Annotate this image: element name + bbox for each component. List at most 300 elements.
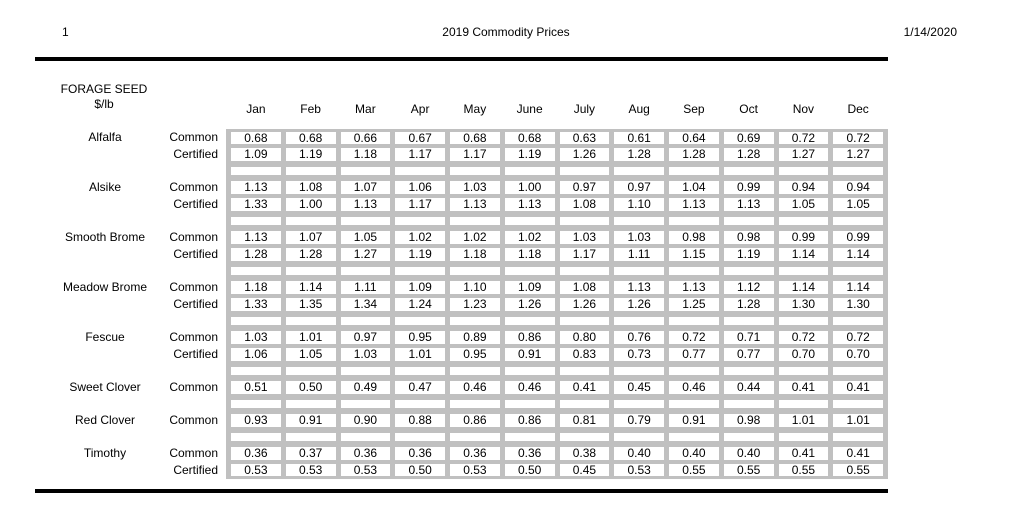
spacer-cell: [450, 167, 500, 175]
spacer-cell: [669, 317, 719, 325]
spacer-cell: [669, 400, 719, 408]
value-cell: 0.40: [724, 447, 774, 460]
type-label: Common: [169, 180, 218, 194]
value-cell: 1.17: [395, 148, 445, 161]
value-cell: 0.71: [724, 331, 774, 344]
value-cell: 0.70: [779, 348, 829, 361]
month-label: Aug: [628, 102, 650, 116]
spacer-cell: [560, 433, 610, 441]
value-cell: 0.90: [341, 414, 391, 427]
spacer-cell: [395, 400, 445, 408]
spacer-cell: [505, 217, 555, 225]
spacer-cell: [560, 400, 610, 408]
spacer-cell: [614, 317, 664, 325]
value-cell: 0.97: [560, 181, 610, 194]
table-row: [45, 329, 888, 346]
value-cell: 0.41: [560, 381, 610, 394]
value-cell: 1.28: [669, 148, 719, 161]
value-cell: 0.91: [286, 414, 336, 427]
spacer-cell: [450, 217, 500, 225]
value-cell: 1.15: [669, 248, 719, 261]
value-cell: 0.99: [779, 231, 829, 244]
row-cells: [226, 379, 888, 396]
value-cell: 1.05: [833, 198, 883, 211]
commodity-label: Alsike: [88, 180, 121, 194]
table-row: [45, 129, 888, 146]
value-cell: 1.13: [669, 198, 719, 211]
value-cell: 1.14: [833, 248, 883, 261]
spacer-cell: [779, 400, 829, 408]
month-header-row: [45, 101, 888, 117]
section-unit: $/lb: [94, 97, 114, 111]
table-row: [45, 379, 888, 396]
commodity-label: Timothy: [83, 446, 127, 460]
value-cell: 1.35: [286, 298, 336, 311]
value-cell: 1.02: [505, 231, 555, 244]
value-cell: 1.27: [833, 148, 883, 161]
spacer-cell: [450, 317, 500, 325]
value-cell: 0.44: [724, 381, 774, 394]
value-cell: 1.03: [341, 348, 391, 361]
value-cell: 0.46: [505, 381, 555, 394]
row-cells: [226, 279, 888, 296]
value-cell: 1.25: [669, 298, 719, 311]
value-cell: 0.94: [833, 181, 883, 194]
type-label: Common: [169, 280, 218, 294]
month-header-spacer: [45, 101, 226, 117]
value-cell: 1.26: [560, 148, 610, 161]
table-row: [45, 213, 888, 229]
value-cell: 0.91: [669, 414, 719, 427]
price-table: [45, 101, 888, 479]
spacer-cell: [724, 400, 774, 408]
table-row: [45, 412, 888, 429]
spacer-cell: [833, 267, 883, 275]
spacer-cell: [286, 217, 336, 225]
value-cell: 0.72: [669, 331, 719, 344]
row-cells: [226, 246, 888, 263]
value-cell: 0.86: [505, 414, 555, 427]
table-row: [45, 363, 888, 379]
spacer-cell: [286, 167, 336, 175]
spacer-cell: [779, 367, 829, 375]
spacer-cell: [833, 317, 883, 325]
value-cell: 1.08: [286, 181, 336, 194]
commodity-label: Smooth Brome: [64, 230, 146, 244]
value-cell: 1.05: [286, 348, 336, 361]
spacer-cell: [669, 433, 719, 441]
value-cell: 0.77: [669, 348, 719, 361]
type-label: [165, 429, 226, 445]
spacer-cell: [231, 167, 281, 175]
spacer-cell: [231, 433, 281, 441]
value-cell: 1.27: [341, 248, 391, 261]
spacer-cell: [341, 317, 391, 325]
value-cell: 1.26: [560, 298, 610, 311]
commodity-label: [45, 213, 165, 229]
value-cell: 1.28: [231, 248, 281, 261]
value-cell: 0.50: [395, 464, 445, 476]
type-label: [165, 396, 226, 412]
table-row: [45, 246, 888, 263]
row-cells: [226, 363, 888, 379]
value-cell: 0.50: [505, 464, 555, 476]
value-cell: 0.61: [614, 132, 664, 144]
table-row: [45, 163, 888, 179]
type-label: Common: [169, 446, 218, 460]
type-label: Certified: [173, 197, 218, 211]
value-cell: 1.18: [450, 248, 500, 261]
spacer-cell: [560, 167, 610, 175]
table-row: [45, 445, 888, 462]
type-label: Common: [169, 380, 218, 394]
commodity-label: [45, 429, 165, 445]
value-cell: 1.13: [669, 281, 719, 294]
value-cell: 0.73: [614, 348, 664, 361]
spacer-cell: [231, 367, 281, 375]
spacer-cell: [833, 217, 883, 225]
spacer-cell: [724, 267, 774, 275]
month-label: Nov: [792, 102, 815, 116]
value-cell: 1.11: [614, 248, 664, 261]
table-rows: [45, 129, 888, 479]
value-cell: 0.55: [833, 464, 883, 476]
spacer-cell: [560, 367, 610, 375]
table-row: [45, 346, 888, 363]
value-cell: 1.01: [286, 331, 336, 344]
spacer-cell: [341, 400, 391, 408]
spacer-cell: [395, 317, 445, 325]
value-cell: 1.23: [450, 298, 500, 311]
spacer-cell: [833, 167, 883, 175]
value-cell: 0.68: [450, 132, 500, 144]
table-row: [45, 279, 888, 296]
section-title: FORAGE SEED: [60, 82, 148, 96]
value-cell: 1.08: [560, 281, 610, 294]
document-title: 2019 Commodity Prices: [442, 25, 570, 39]
value-cell: 0.36: [231, 447, 281, 460]
table-row: [45, 313, 888, 329]
value-cell: 0.66: [341, 132, 391, 144]
value-cell: 0.79: [614, 414, 664, 427]
spacer-cell: [614, 217, 664, 225]
spacer-cell: [779, 217, 829, 225]
value-cell: 1.07: [341, 181, 391, 194]
spacer-cell: [450, 367, 500, 375]
type-label: [165, 313, 226, 329]
value-cell: 1.01: [833, 414, 883, 427]
spacer-cell: [833, 433, 883, 441]
type-label: Common: [169, 130, 218, 144]
spacer-cell: [560, 267, 610, 275]
spacer-cell: [395, 367, 445, 375]
value-cell: 0.95: [450, 348, 500, 361]
table-row: [45, 296, 888, 313]
commodity-label: [45, 346, 165, 363]
footer-rule: [35, 489, 888, 493]
value-cell: 1.03: [231, 331, 281, 344]
value-cell: 1.18: [341, 148, 391, 161]
value-cell: 1.14: [833, 281, 883, 294]
value-cell: 0.53: [341, 464, 391, 476]
value-cell: 0.55: [669, 464, 719, 476]
value-cell: 1.13: [231, 181, 281, 194]
month-label: Dec: [847, 102, 869, 116]
value-cell: 0.36: [341, 447, 391, 460]
spacer-cell: [231, 217, 281, 225]
value-cell: 0.53: [231, 464, 281, 476]
table-row: [45, 229, 888, 246]
value-cell: 0.91: [505, 348, 555, 361]
value-cell: 0.46: [450, 381, 500, 394]
type-label: Certified: [173, 347, 218, 361]
commodity-label: [45, 396, 165, 412]
spacer-cell: [614, 400, 664, 408]
document-date: 1/14/2020: [903, 25, 957, 39]
value-cell: 1.26: [614, 298, 664, 311]
spacer-cell: [505, 167, 555, 175]
spacer-cell: [724, 367, 774, 375]
value-cell: 0.72: [779, 331, 829, 344]
spacer-cell: [341, 367, 391, 375]
table-row: [45, 196, 888, 213]
value-cell: 1.00: [286, 198, 336, 211]
value-cell: 1.13: [231, 231, 281, 244]
type-label: Certified: [173, 147, 218, 161]
commodity-label: [45, 196, 165, 213]
value-cell: 0.80: [560, 331, 610, 344]
spacer-cell: [724, 433, 774, 441]
value-cell: 1.28: [724, 298, 774, 311]
value-cell: 0.89: [450, 331, 500, 344]
value-cell: 0.63: [560, 132, 610, 144]
spacer-cell: [505, 267, 555, 275]
spacer-cell: [286, 367, 336, 375]
value-cell: 0.36: [450, 447, 500, 460]
commodity-label: [45, 363, 165, 379]
month-label: Mar: [355, 102, 376, 116]
month-label: July: [573, 102, 596, 116]
commodity-label: [45, 163, 165, 179]
spacer-cell: [669, 267, 719, 275]
table-row: [45, 146, 888, 163]
value-cell: 0.45: [560, 464, 610, 476]
value-cell: 1.30: [779, 298, 829, 311]
value-cell: 1.30: [833, 298, 883, 311]
value-cell: 1.19: [395, 248, 445, 261]
spacer-cell: [341, 433, 391, 441]
commodity-label: Meadow Brome: [62, 280, 148, 294]
spacer-cell: [614, 167, 664, 175]
spacer-cell: [779, 317, 829, 325]
value-cell: 0.68: [286, 132, 336, 144]
value-cell: 0.68: [231, 132, 281, 144]
spacer-cell: [505, 367, 555, 375]
value-cell: 1.03: [614, 231, 664, 244]
value-cell: 1.08: [560, 198, 610, 211]
value-cell: 1.13: [614, 281, 664, 294]
row-cells: [226, 263, 888, 279]
spacer-cell: [724, 217, 774, 225]
value-cell: 0.97: [614, 181, 664, 194]
value-cell: 0.40: [614, 447, 664, 460]
value-cell: 1.04: [669, 181, 719, 194]
row-cells: [226, 179, 888, 196]
commodity-label: Red Clover: [74, 413, 136, 427]
row-cells: [226, 229, 888, 246]
row-cells: [226, 346, 888, 363]
row-cells: [226, 296, 888, 313]
value-cell: 0.46: [669, 381, 719, 394]
type-label: [165, 213, 226, 229]
type-label: Common: [169, 413, 218, 427]
row-cells: [226, 329, 888, 346]
spacer-cell: [614, 267, 664, 275]
value-cell: 0.53: [286, 464, 336, 476]
value-cell: 1.34: [341, 298, 391, 311]
value-cell: 1.02: [395, 231, 445, 244]
spacer-cell: [724, 167, 774, 175]
value-cell: 0.37: [286, 447, 336, 460]
spacer-cell: [341, 217, 391, 225]
value-cell: 0.99: [833, 231, 883, 244]
value-cell: 0.98: [724, 414, 774, 427]
spacer-cell: [231, 317, 281, 325]
page-number: 1: [62, 25, 69, 39]
value-cell: 1.33: [231, 298, 281, 311]
value-cell: 0.94: [779, 181, 829, 194]
month-label: Jan: [246, 102, 266, 116]
table-row: [45, 179, 888, 196]
value-cell: 1.09: [231, 148, 281, 161]
value-cell: 0.55: [779, 464, 829, 476]
value-cell: 1.17: [560, 248, 610, 261]
spacer-cell: [505, 400, 555, 408]
value-cell: 1.09: [505, 281, 555, 294]
value-cell: 1.05: [341, 231, 391, 244]
row-cells: [226, 196, 888, 213]
table-row: [45, 429, 888, 445]
spacer-cell: [341, 267, 391, 275]
value-cell: 1.14: [779, 281, 829, 294]
row-cells: [226, 213, 888, 229]
value-cell: 0.40: [669, 447, 719, 460]
value-cell: 1.18: [505, 248, 555, 261]
value-cell: 1.11: [341, 281, 391, 294]
value-cell: 1.28: [724, 148, 774, 161]
spacer-cell: [231, 267, 281, 275]
value-cell: 1.06: [231, 348, 281, 361]
value-cell: 0.50: [286, 381, 336, 394]
spacer-cell: [560, 217, 610, 225]
value-cell: 1.01: [395, 348, 445, 361]
value-cell: 0.98: [724, 231, 774, 244]
value-cell: 0.77: [724, 348, 774, 361]
value-cell: 1.02: [450, 231, 500, 244]
value-cell: 0.81: [560, 414, 610, 427]
value-cell: 0.86: [450, 414, 500, 427]
value-cell: 0.45: [614, 381, 664, 394]
spacer-cell: [286, 317, 336, 325]
value-cell: 1.14: [286, 281, 336, 294]
value-cell: 0.41: [833, 447, 883, 460]
value-cell: 0.53: [614, 464, 664, 476]
value-cell: 1.18: [231, 281, 281, 294]
value-cell: 0.98: [669, 231, 719, 244]
value-cell: 0.36: [505, 447, 555, 460]
value-cell: 1.00: [505, 181, 555, 194]
commodity-label: [45, 246, 165, 263]
value-cell: 0.72: [833, 331, 883, 344]
commodity-label: Fescue: [85, 330, 125, 344]
type-label: [165, 263, 226, 279]
commodity-label: [45, 462, 165, 479]
row-cells: [226, 462, 888, 479]
value-cell: 0.38: [560, 447, 610, 460]
type-label: Common: [169, 230, 218, 244]
value-cell: 0.51: [231, 381, 281, 394]
row-cells: [226, 129, 888, 146]
type-label: [165, 363, 226, 379]
value-cell: 0.86: [505, 331, 555, 344]
month-label: Sep: [683, 102, 705, 116]
value-cell: 0.99: [724, 181, 774, 194]
spacer-cell: [614, 367, 664, 375]
commodity-label: [45, 313, 165, 329]
row-cells: [226, 163, 888, 179]
spacer-cell: [779, 267, 829, 275]
spacer-cell: [669, 217, 719, 225]
value-cell: 1.13: [450, 198, 500, 211]
table-row: [45, 396, 888, 412]
month-label: Feb: [300, 102, 321, 116]
spacer-cell: [505, 317, 555, 325]
value-cell: 1.03: [450, 181, 500, 194]
value-cell: 1.27: [779, 148, 829, 161]
value-cell: 0.70: [833, 348, 883, 361]
type-label: Certified: [173, 463, 218, 477]
value-cell: 1.13: [724, 198, 774, 211]
value-cell: 0.68: [505, 132, 555, 144]
value-cell: 1.03: [560, 231, 610, 244]
value-cell: 1.10: [450, 281, 500, 294]
type-label: Certified: [173, 297, 218, 311]
value-cell: 0.47: [395, 381, 445, 394]
commodity-label: [45, 146, 165, 163]
spacer-cell: [779, 433, 829, 441]
value-cell: 1.17: [450, 148, 500, 161]
commodity-label: Sweet Clover: [69, 380, 141, 394]
value-cell: 0.72: [833, 132, 883, 144]
value-cell: 0.95: [395, 331, 445, 344]
value-cell: 0.41: [779, 381, 829, 394]
commodity-label: Alfalfa: [88, 130, 122, 144]
value-cell: 1.13: [505, 198, 555, 211]
page-header: [0, 25, 1012, 41]
month-label: Apr: [410, 102, 430, 116]
value-cell: 0.36: [395, 447, 445, 460]
value-cell: 1.17: [395, 198, 445, 211]
type-label: [165, 163, 226, 179]
spacer-cell: [669, 367, 719, 375]
spacer-cell: [395, 217, 445, 225]
spacer-cell: [286, 433, 336, 441]
value-cell: 1.09: [395, 281, 445, 294]
value-cell: 1.33: [231, 198, 281, 211]
header-rule: [35, 57, 888, 61]
spacer-cell: [286, 267, 336, 275]
value-cell: 1.12: [724, 281, 774, 294]
